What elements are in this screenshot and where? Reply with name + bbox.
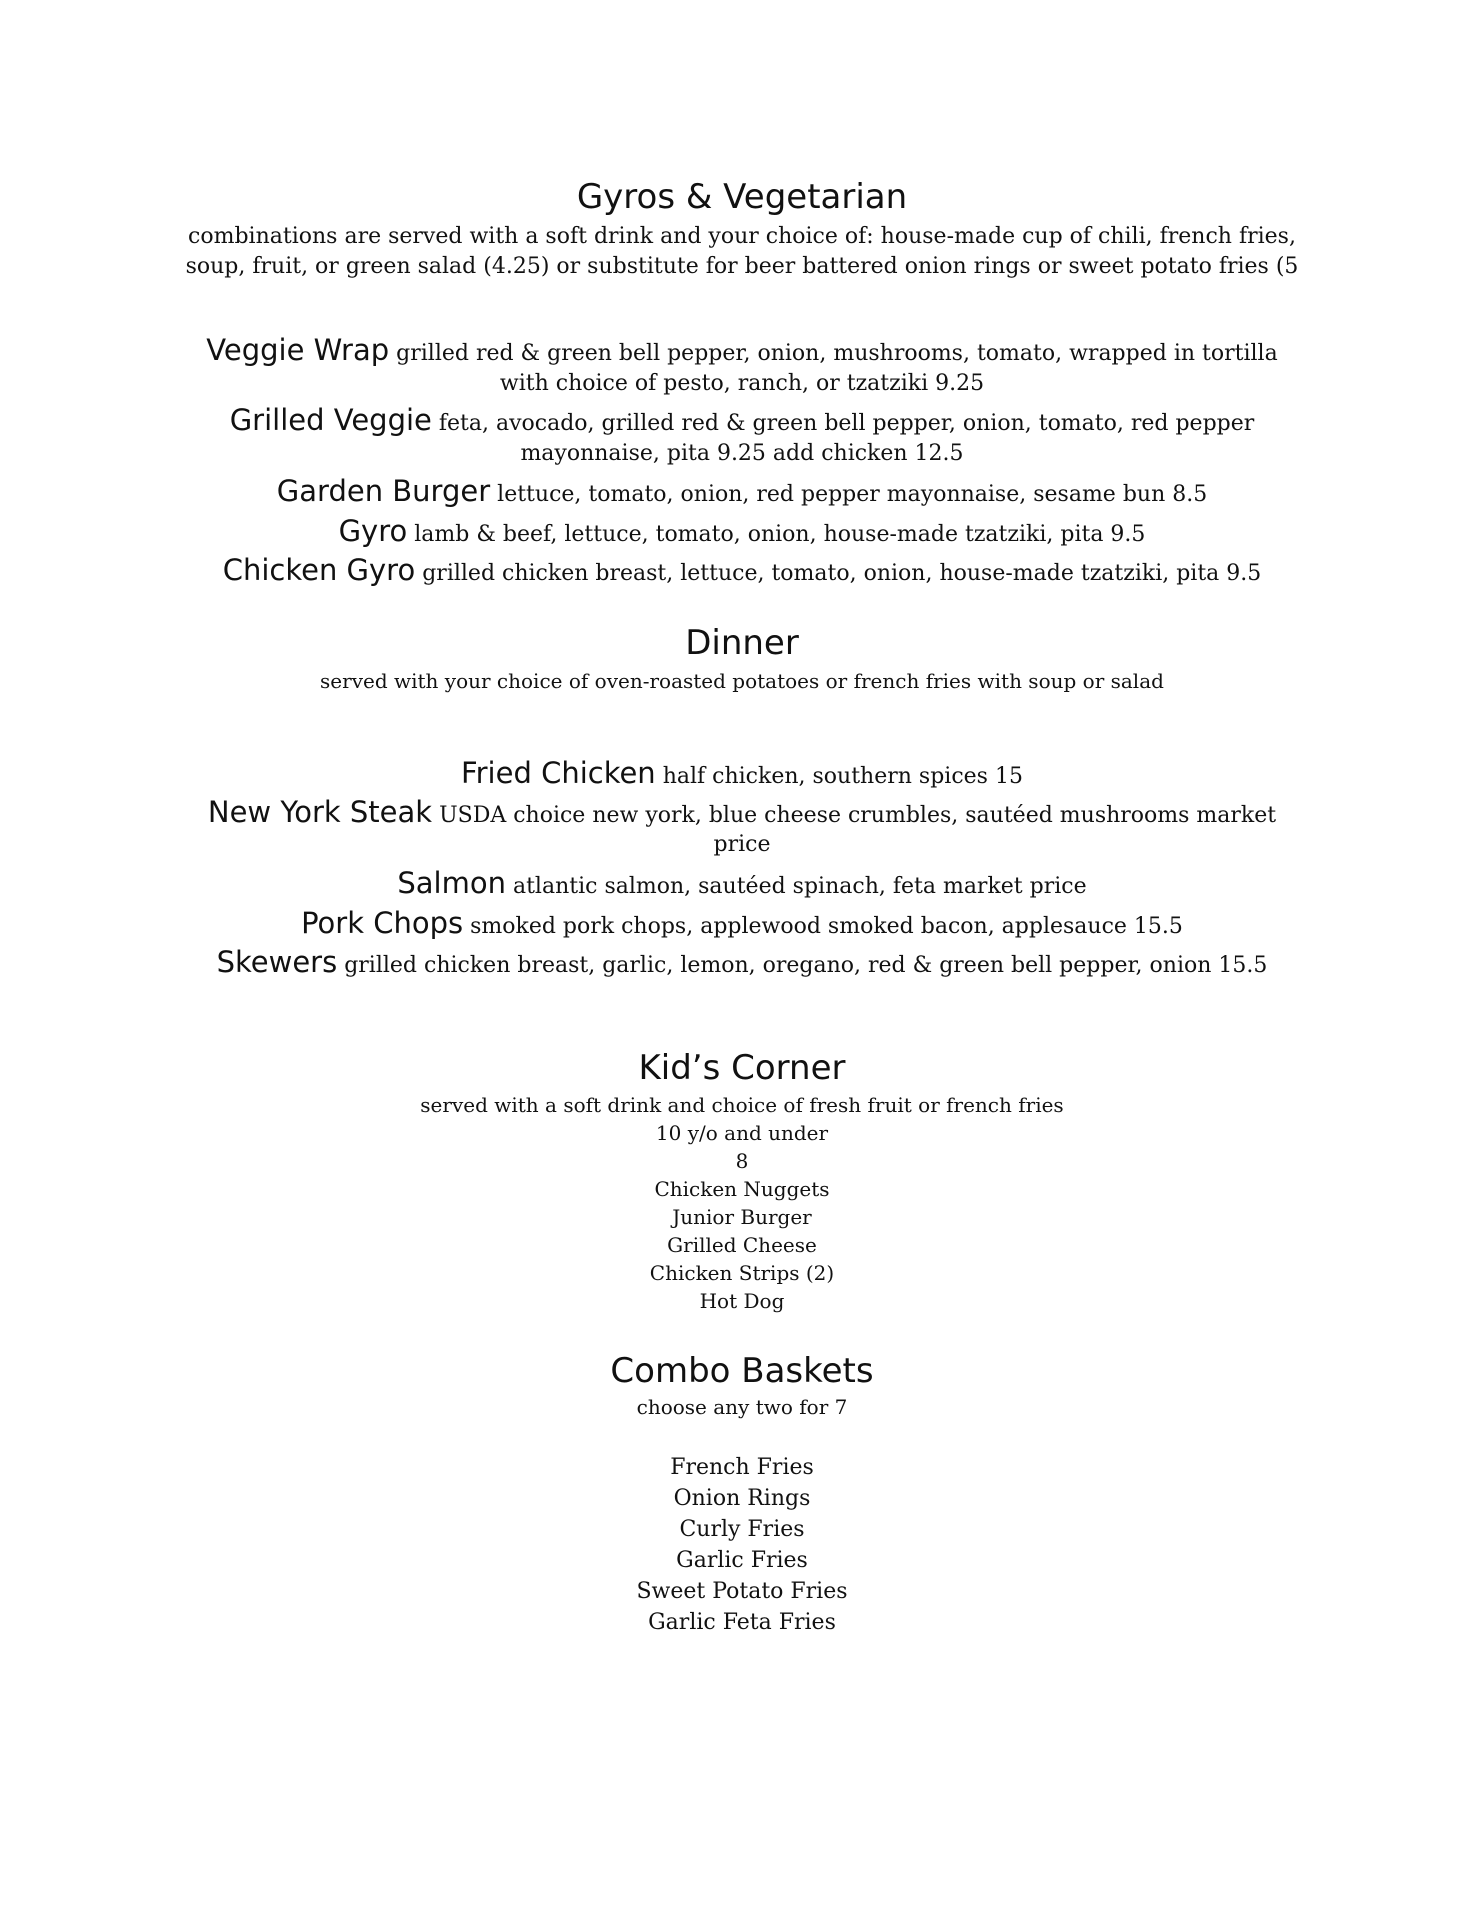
menu-item-description: feta, avocado, grilled red & green bell pepper, onion, tomato, red pepper — [438, 411, 1255, 436]
section-heading-kids: Kid’s Corner — [638, 1048, 846, 1088]
section-heading-gyros: Gyros & Vegetarian — [576, 177, 908, 217]
menu-item-name: New York Steak — [207, 795, 433, 829]
section-description-dinner: served with your choice of oven-roasted potatoes or french fries with soup or salad — [320, 669, 1164, 693]
menu-item-name: Skewers — [216, 945, 338, 979]
menu-item-skewers — [160, 945, 1324, 983]
menu-item-veggie-wrap — [160, 333, 1324, 371]
menu-item-description-continued: mayonnaise, pita 9.25 add chicken 12.5 — [520, 441, 964, 466]
section-heading-dinner: Dinner — [685, 623, 799, 663]
list-item: Chicken Nuggets — [654, 1177, 830, 1201]
menu-item-grilled-veggie — [160, 403, 1324, 441]
menu-item-description: smoked pork chops, applewood smoked bacon, applesauce 15.5 — [470, 914, 1183, 939]
section-description-kids: served with a soft drink and choice of fresh fruit or french fries — [420, 1093, 1064, 1117]
menu-item-description: lettuce, tomato, onion, red pepper mayonnaise, sesame bun 8.5 — [497, 482, 1208, 507]
menu-item-name: Salmon — [397, 866, 506, 900]
section-description-gyros-line-2: soup, fruit, or green salad (4.25) or substitute for beer battered onion rings or sweet potato fries (5 — [185, 254, 1299, 279]
kids-age-note: 10 y/o and under — [655, 1121, 829, 1145]
menu-item-description: lamb & beef, lettuce, tomato, onion, house-made tzatziki, pita 9.5 — [414, 522, 1146, 547]
menu-item-garden-burger — [160, 474, 1324, 512]
menu-item-description-continued: with choice of pesto, ranch, or tzatziki 9.25 — [499, 371, 985, 396]
menu-item-chicken-gyro — [160, 553, 1324, 591]
list-item: Garlic Fries — [676, 1548, 808, 1573]
menu-item-new-york-steak — [160, 795, 1324, 833]
list-item: Onion Rings — [673, 1486, 811, 1511]
list-item: French Fries — [670, 1455, 814, 1480]
menu-item-name: Grilled Veggie — [229, 403, 432, 437]
menu-item-description: atlantic salmon, sautéed spinach, feta market price — [512, 874, 1087, 899]
menu-item-name: Gyro — [338, 514, 408, 548]
section-heading-combo: Combo Baskets — [610, 1351, 874, 1391]
menu-item-description: grilled chicken breast, garlic, lemon, oregano, red & green bell pepper, onion 15.5 — [344, 953, 1268, 978]
menu-item-name: Fried Chicken — [461, 756, 656, 790]
menu-item-description: grilled red & green bell pepper, onion, mushrooms, tomato, wrapped in tortilla — [396, 341, 1278, 366]
menu-item-name: Pork Chops — [301, 906, 464, 940]
menu-item-name: Veggie Wrap — [206, 333, 390, 367]
kids-price: 8 — [735, 1149, 749, 1173]
section-description-combo: choose any two for 7 — [636, 1395, 848, 1419]
menu-item-salmon — [160, 866, 1324, 904]
section-description-gyros-line-1: combinations are served with a soft drink and your choice of: house-made cup of chili, french fries, — [188, 224, 1296, 249]
list-item: Garlic Feta Fries — [648, 1610, 836, 1635]
list-item: Chicken Strips (2) — [649, 1261, 835, 1285]
menu-item-description: grilled chicken breast, lettuce, tomato, onion, house-made tzatziki, pita 9.5 — [422, 561, 1262, 586]
menu-item-name: Garden Burger — [276, 474, 491, 508]
menu-item-pork-chops — [160, 906, 1324, 944]
menu-item-description: half chicken, southern spices 15 — [662, 764, 1023, 789]
list-item: Sweet Potato Fries — [636, 1579, 848, 1604]
list-item: Junior Burger — [672, 1205, 812, 1229]
menu-item-description-continued: price — [713, 832, 771, 857]
list-item: Grilled Cheese — [667, 1233, 817, 1257]
menu-item-description: USDA choice new york, blue cheese crumbles, sautéed mushrooms market — [439, 803, 1277, 828]
list-item: Curly Fries — [679, 1517, 805, 1542]
menu-item-gyro — [160, 514, 1324, 552]
list-item: Hot Dog — [699, 1289, 785, 1313]
menu-item-name: Chicken Gyro — [222, 553, 416, 587]
menu-item-fried-chicken — [160, 756, 1324, 794]
